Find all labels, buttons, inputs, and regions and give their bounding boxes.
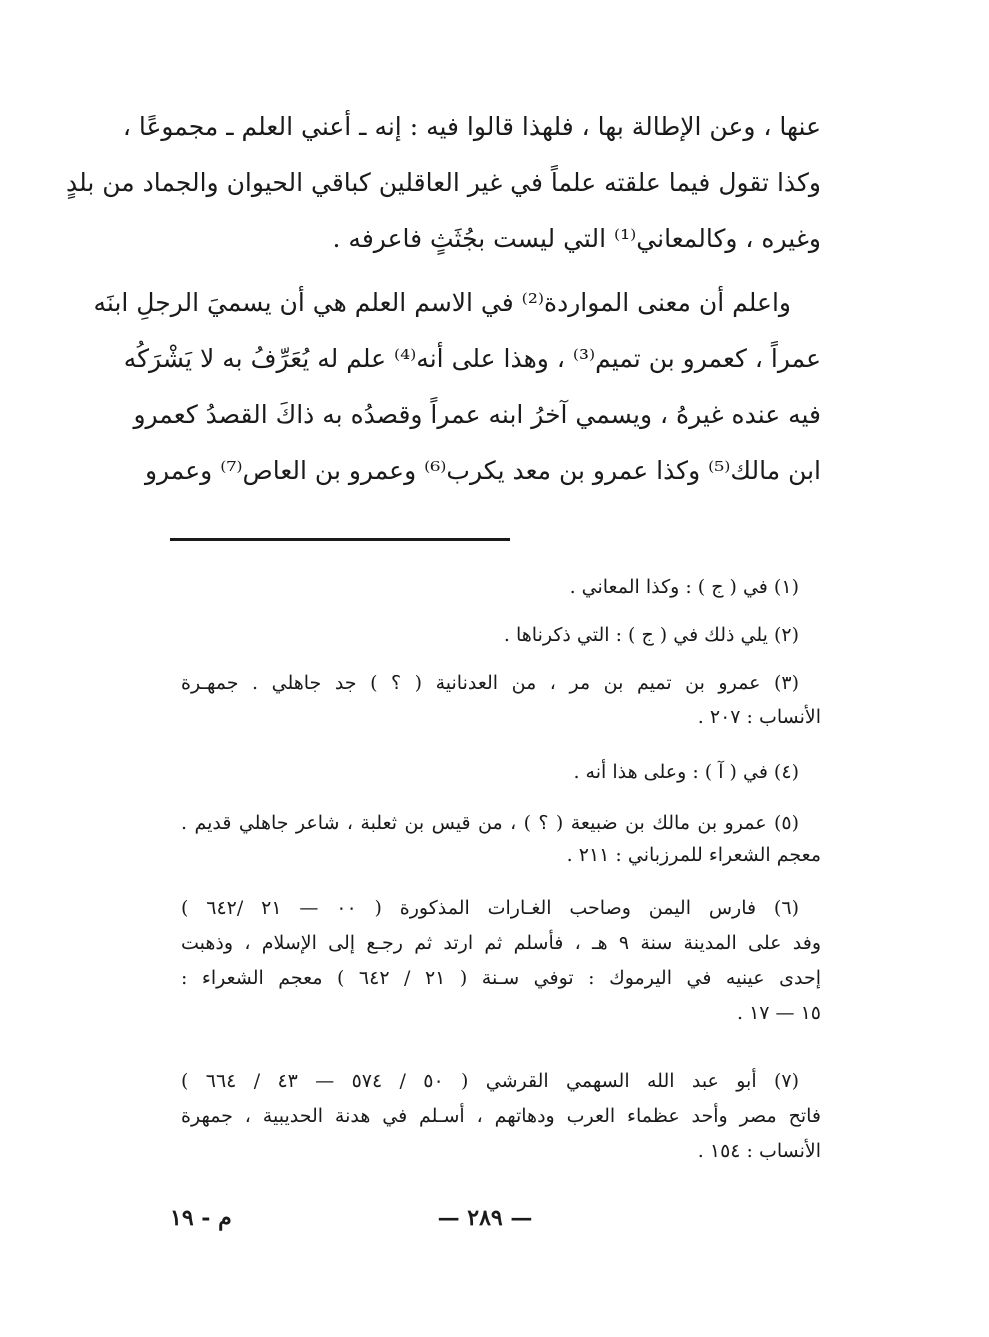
footnote-line: الأنساب : ١٥٤ . [697,1140,821,1162]
text-line: واعلم أن معنى المواردة⁽²⁾ في الاسم العلم هي أن يسميَ الرجلِ ابنَه [93,288,791,317]
footnote-line: (٦) فارس اليمن وصاحب الغـارات المذكورة ( ٠٠ — ٢١ /٦٤٢ ) [181,897,799,919]
footnote-line: (٤) في ( آ ) : وعلى هذا أنه . [573,761,799,783]
footnote-line: (٥) عمرو بن مالك بن ضبيعة ( ؟ ) ، من قيس بن ثعلبة ، شاعر جاهلي قديم . [181,812,799,834]
page-number: — ٢٨٩ — [437,1205,533,1231]
footnote-line: الأنساب : ٢٠٧ . [697,706,821,728]
text-line: وكذا تقول فيما علقته علماً في غير العاقلين كباقي الحيوان والجماد من بلدٍ [65,168,821,197]
footnote-line: (١) في ( ج ) : وكذا المعاني . [569,576,799,598]
text-line: ابن مالك⁽⁵⁾ وكذا عمرو بن معد يكرب⁽⁶⁾ وعمرو بن العاص⁽⁷⁾ وعمرو [144,456,821,485]
signature-mark: م - ١٩ [170,1205,232,1231]
footnote-line: ١٥ — ١٧ . [736,1002,821,1024]
footnote-line: معجم الشعراء للمرزباني : ٢١١ . [566,844,821,866]
footnote-line: (٣) عمرو بن تميم بن مر ، من العدنانية ( ؟ ) جد جاهلي . جمهـرة [181,672,799,694]
footnote-line: وفد على المدينة سنة ٩ هـ ، فأسلم ثم ارتد ثم رجـع إلى الإسلام ، وذهبت [181,932,822,954]
footnote-separator [170,538,510,541]
footnote-line: فاتح مصر وأحد عظماء العرب ودهاتهم ، أسـلم في هدنة الحديبية ، جمهرة [181,1105,821,1127]
footnote-line: (٧) أبو عبد الله السهمي القرشي ( ٥٠ / ٥٧٤ — ٤٣ / ٦٦٤ ) [181,1070,799,1092]
text-line: عنها ، وعن الإطالة بها ، فلهذا قالوا فيه : إنه ـ أعني العلم ـ مجموعًا ، [122,112,821,141]
text-line: فيه عنده غيرهُ ، ويسمي آخرُ ابنه عمراً وقصدُه به ذاكَ القصدُ كعمرو [133,400,821,429]
footnote-line: إحدى عينيه في اليرموك : توفي سـنة ( ٢١ / ٦٤٢ ) معجم الشعراء : [181,967,821,989]
text-line: عمراً ، كعمرو بن تميم⁽³⁾ ، وهذا على أنه⁽⁴⁾ علم له يُعَرِّفُ به لا يَشْرَكُه [123,344,821,373]
footnote-line: (٢) يلي ذلك في ( ج ) : التي ذكرناها . [503,624,799,646]
text-line: وغيره ، وكالمعاني⁽¹⁾ التي ليست بجُثَثٍ فاعرفه . [332,224,821,253]
